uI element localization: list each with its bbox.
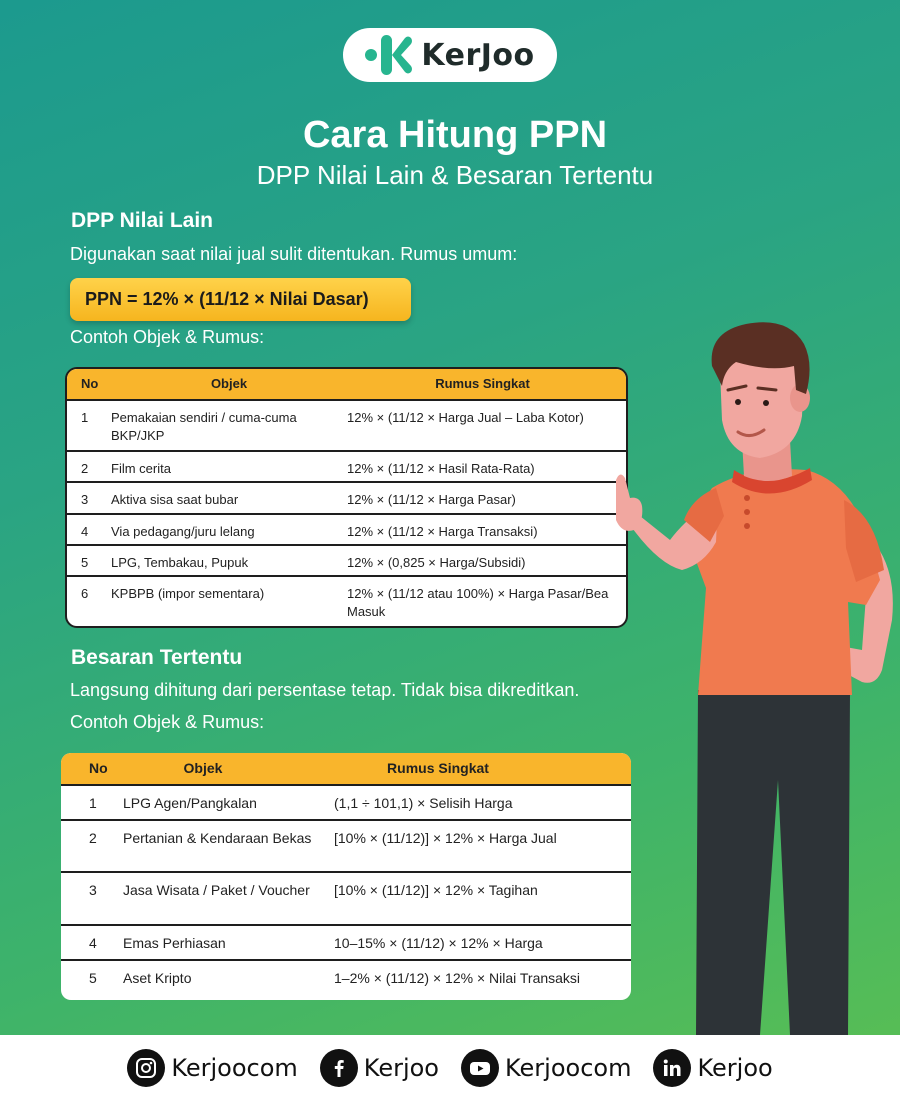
- cell-objek: Jasa Wisata / Paket / Voucher: [123, 882, 310, 898]
- table-row: [67, 515, 626, 546]
- table-dpp-nilai-lain: [65, 367, 628, 628]
- footer-socials: [0, 1035, 900, 1100]
- kerjoo-logo-mark-icon: [365, 35, 413, 75]
- cell-objek: LPG, Tembakau, Pupuk: [111, 555, 249, 570]
- man-pointing-illustration: [600, 320, 900, 1035]
- header-rumus: Rumus Singkat: [387, 760, 489, 777]
- cell-no: 2: [81, 461, 89, 476]
- section-description-besaran: Langsung dihitung dari persentase tetap. Tidak bisa dikreditkan.: [70, 680, 580, 700]
- logo-k-icon: [381, 35, 413, 75]
- linkedin-icon: [653, 1049, 691, 1087]
- header-objek: Objek: [183, 760, 223, 777]
- social-label: Kerjoo: [697, 1053, 773, 1082]
- social-youtube[interactable]: [461, 1049, 631, 1087]
- cell-rumus: 12% × (11/12 atau 100%) × Harga Pasar/Bea Masuk: [347, 586, 609, 619]
- table-row: [61, 926, 631, 961]
- page-subtitle: DPP Nilai Lain & Besaran Tertentu: [256, 160, 654, 190]
- table-row: [61, 961, 631, 998]
- youtube-icon: [461, 1049, 499, 1087]
- section-heading-besaran: Besaran Tertentu: [71, 646, 243, 669]
- cell-objek: Pemakaian sendiri / cuma-cuma BKP/JKP: [111, 410, 297, 443]
- section-description-dpp: Digunakan saat nilai jual sulit ditentukan. Rumus umum:: [70, 244, 518, 264]
- header-rumus: Rumus Singkat: [435, 376, 530, 392]
- cell-objek: KPBPB (impor sementara): [111, 586, 265, 601]
- header-no: No: [81, 376, 99, 392]
- cell-rumus: 1–2% × (11/12) × 12% × Nilai Transaksi: [334, 970, 581, 986]
- social-label: Kerjoocom: [171, 1053, 298, 1082]
- formula-text: PPN = 12% × (11/12 × Nilai Dasar): [85, 289, 369, 309]
- table-row: [61, 873, 631, 926]
- cell-objek: Aktiva sisa saat bubar: [111, 492, 239, 507]
- table-row: [61, 821, 631, 873]
- kerjoo-logo: [343, 28, 557, 82]
- cell-no: 1: [89, 795, 97, 811]
- cell-no: 5: [89, 970, 97, 986]
- table-besaran-tertentu: [61, 753, 631, 1000]
- table-row: [67, 401, 626, 452]
- cell-rumus: 12% × (11/12 × Hasil Rata-Rata): [347, 461, 535, 476]
- cell-objek: Via pedagang/juru lelang: [111, 524, 255, 539]
- table-header: [61, 753, 631, 786]
- table-row: [67, 546, 626, 577]
- cell-objek: Aset Kripto: [123, 970, 192, 986]
- cell-rumus: 12% × (11/12 × Harga Jual – Laba Kotor): [347, 410, 584, 425]
- logo-dot: [365, 49, 377, 61]
- formula-box: [70, 278, 411, 321]
- logo-text: KerJoo: [421, 37, 535, 73]
- table-header: [67, 369, 626, 401]
- table-row: [67, 577, 626, 627]
- examples-label-besaran: Contoh Objek & Rumus:: [70, 712, 265, 732]
- header-no: No: [89, 760, 108, 777]
- social-linkedin[interactable]: [653, 1049, 772, 1087]
- cell-rumus: 12% × (0,825 × Harga/Subsidi): [347, 555, 526, 570]
- table-row: [61, 786, 631, 821]
- cell-rumus: [10% × (11/12)] × 12% × Tagihan: [334, 882, 538, 898]
- cell-objek: LPG Agen/Pangkalan: [123, 795, 257, 811]
- cell-rumus: 12% × (11/12 × Harga Transaksi): [347, 524, 538, 539]
- instagram-icon: [127, 1049, 165, 1087]
- cell-no: 2: [89, 830, 97, 846]
- cell-no: 3: [81, 492, 89, 507]
- examples-label-dpp: Contoh Objek & Rumus:: [70, 327, 265, 347]
- cell-objek: Emas Perhiasan: [123, 935, 226, 951]
- cell-objek: Pertanian & Kendaraan Bekas: [123, 830, 312, 846]
- cell-no: 1: [81, 410, 89, 425]
- social-instagram[interactable]: [127, 1049, 297, 1087]
- social-facebook[interactable]: [320, 1049, 439, 1087]
- cell-rumus: (1,1 ÷ 101,1) × Selisih Harga: [334, 795, 513, 811]
- cell-rumus: 10–15% × (11/12) × 12% × Harga: [334, 935, 543, 951]
- social-label: Kerjoocom: [505, 1053, 632, 1082]
- cell-objek: Film cerita: [111, 461, 171, 476]
- table-row: [67, 452, 626, 483]
- page-title: Cara Hitung PPN: [302, 114, 608, 156]
- cell-rumus: 12% × (11/12 × Harga Pasar): [347, 492, 516, 507]
- cell-no: 6: [81, 586, 89, 601]
- cell-no: 4: [89, 935, 97, 951]
- section-heading-dpp: DPP Nilai Lain: [71, 209, 213, 232]
- table-row: [67, 483, 626, 515]
- cell-rumus: [10% × (11/12)] × 12% × Harga Jual: [334, 830, 557, 846]
- cell-no: 5: [81, 555, 89, 570]
- social-label: Kerjoo: [363, 1053, 439, 1082]
- cell-no: 4: [81, 524, 89, 539]
- header-objek: Objek: [210, 376, 248, 392]
- facebook-icon: [320, 1049, 358, 1087]
- cell-no: 3: [89, 882, 97, 898]
